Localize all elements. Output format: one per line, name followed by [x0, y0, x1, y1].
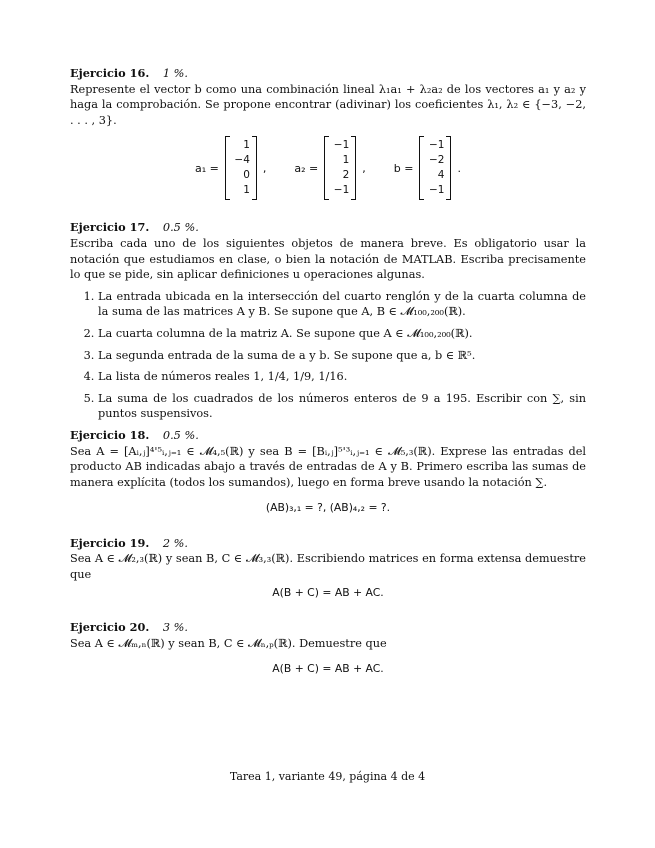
vector-entry: −4 [234, 154, 250, 167]
exercise-20-text: Sea A ∈ 𝓜ₘ,ₙ(ℝ) y sean B, C ∈ 𝓜ₙ,ₚ(ℝ). Demuestre que [70, 636, 387, 650]
exercise-18-weight: 0.5 %. [162, 428, 199, 442]
exercise-20-display: A(B + C) = AB + AC. [272, 662, 384, 676]
vector-entry: 1 [243, 139, 250, 152]
vector-b-label: b = [393, 161, 414, 175]
vector-entry: −1 [428, 139, 445, 152]
exercise-19 [70, 536, 586, 600]
vector-a2-matrix [324, 136, 356, 200]
exercise-20-weight: 3 %. [162, 621, 189, 635]
exercise-17-list [70, 289, 586, 422]
vector-entry: −1 [333, 139, 350, 152]
exercise-19-text: Sea A ∈ 𝓜₂,₃(ℝ) y sean B, C ∈ 𝓜₃,₃(ℝ). Escribiendo matrices en forma extensa demuestre que [70, 552, 586, 582]
vector-a1-label: a₁ = [195, 161, 219, 175]
exercise-20-title: Ejercicio 20. [70, 620, 150, 635]
vector-entry: 4 [437, 169, 445, 182]
list-item: 1. La entrada ubicada en la intersección del cuarto renglón y de la cuarta columna de la suma de las matrices A y B. Se supone que A, B ∈ 𝓜₁₀₀,₂₀₀(ℝ). [98, 289, 586, 320]
vector-a1-matrix [225, 136, 257, 200]
exercise-19-weight: 2 %. [162, 536, 189, 550]
list-item: 3. La segunda entrada de la suma de a y b. Se supone que a, b ∈ ℝ⁵. [98, 348, 586, 364]
vectors-display [70, 136, 586, 200]
vector-entry: 0 [243, 169, 250, 182]
vector-entry: 2 [342, 169, 350, 182]
page-footer: Tarea 1, variante 49, página 4 de 4 [229, 770, 426, 783]
exercise-18-title: Ejercicio 18. [70, 427, 150, 442]
vector-a2: a₂ = −1 1 2 −1 , [294, 136, 365, 200]
exercise-18-text: Sea A = [Aᵢ,ⱼ]⁴'⁵ᵢ,ⱼ₌₁ ∈ 𝓜₄,₅(ℝ) y sea B = [Bᵢ,ⱼ]⁵'³ᵢ,ⱼ₌₁ ∈ 𝓜₅,₃(ℝ). Exprese las entradas del producto AB indicadas abajo a través de entradas de A y B. Primero escriba las sumas de manera explícita (todos los sumandos), luego en forma breve usando la notación ∑. [70, 444, 586, 489]
exercise-19-title: Ejercicio 19. [70, 535, 150, 550]
exercise-17 [70, 220, 586, 422]
exercise-18-display: (AB)₃,₁ = ?, (AB)₄,₂ = ?. [265, 501, 391, 515]
vector-b: b = −1 −2 4 −1 . [394, 136, 461, 200]
exercise-16-text: Represente el vector b como una combinación lineal λ₁a₁ + λ₂a₂ de los vectores a₁ y a₂ y haga la comprobación. Se propone encontrar (adivinar) los coeficientes λ₁, λ₂ ∈ {−3, −2, . . . , 3}. [70, 82, 586, 127]
exercise-16-weight: 1 %. [162, 67, 189, 80]
exercise-17-weight: 0.5 %. [162, 221, 199, 235]
exercise-20 [70, 620, 586, 677]
exercise-16 [70, 66, 586, 200]
exercise-17-title: Ejercicio 17. [70, 220, 150, 235]
vector-entry: 1 [243, 184, 250, 197]
page-content [70, 66, 586, 687]
vector-a2-label: a₂ = [294, 161, 319, 175]
exercise-18 [70, 428, 586, 516]
vector-entry: −2 [428, 154, 445, 167]
list-item: 4. La lista de números reales 1, 1/4, 1/9, 1/16. [98, 369, 586, 385]
vector-entry: −1 [333, 184, 350, 197]
vector-b-matrix [419, 136, 451, 200]
exercise-16-title: Ejercicio 16. [70, 66, 150, 80]
vector-a1: a₁ = 1 −4 0 1 , [195, 136, 266, 200]
vector-entry: −1 [428, 184, 445, 197]
list-item: 2. La cuarta columna de la matriz A. Se supone que A ∈ 𝓜₁₀₀,₂₀₀(ℝ). [98, 326, 586, 342]
exercise-17-text: Escriba cada uno de los siguientes objetos de manera breve. Es obligatorio usar la notación que estudiamos en clase, o bien la notación de MATLAB. Escriba precisamente lo que se pide, sin aplicar definiciones u operaciones algunas. [70, 236, 586, 282]
vector-entry: 1 [342, 154, 350, 167]
exercise-19-display: A(B + C) = AB + AC. [272, 585, 384, 599]
list-item: 5. La suma de los cuadrados de los números enteros de 9 a 195. Escribir con ∑, sin puntos suspensivos. [98, 391, 586, 422]
